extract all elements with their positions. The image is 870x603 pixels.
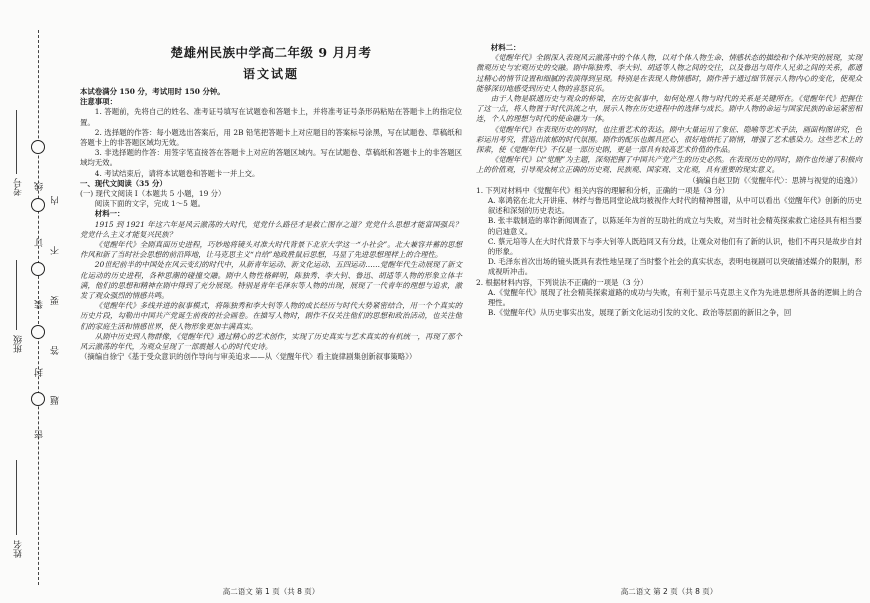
- material-1-heading: 材料一：: [94, 209, 125, 219]
- xingming-field[interactable]: [16, 460, 17, 535]
- reading-instruction: 阅读下面的文字，完成 1～5 题。: [94, 199, 205, 209]
- binding-hole-4: [31, 325, 45, 339]
- xingming-label: 姓名: [14, 540, 24, 558]
- question-2: 2. 根据材料内容，下列说法不正确的一项是（3 分）: [476, 277, 648, 287]
- material-1-para-3: 20世纪前半的中国处在风云变幻的时代中，从新青年运动、新文化运动、五四运动……觉醒年代生动展现了新文化运动的历史进程，各种思潮的碰撞交融。剧中人物性格鲜明，陈独秀、李大钊、鲁迅、胡适等人物的形象立体丰满，他们的思想和精神在剧中得到了充分展现。特别是青年毛泽东等人物的出现，展现了一代青年的理想与追求，激发了观众强烈的情感共鸣。: [80, 260, 462, 301]
- material-1-para-1: 1915 到 1921 年这六年是风云激荡的大时代，觉党什么路径才是救亡图存之道？党党什么思想才能富国强兵？党党什么主义才能复兴民族？: [80, 219, 462, 239]
- notice-item-3: 3. 非选择题的作答：用签字笔直接答在答题卡上对应的答题区域内。写在试题卷、草稿纸和答题卡上的非答题区域均无效。: [80, 148, 462, 168]
- banji-field[interactable]: [16, 260, 17, 330]
- section-heading: 一、现代文阅读（35 分）: [80, 178, 167, 188]
- material-2-heading: 材料二：: [490, 43, 521, 52]
- seal-char-mi: 密: [35, 430, 45, 439]
- question-1-option-d[interactable]: D. 毛泽东首次出场的镜头既具有表性地呈现了当时整个社会的真实状态，表明电视剧可以突破描述媒介的限制，形成视听冲击。: [487, 257, 862, 277]
- seal-char-yao: 要: [51, 296, 61, 305]
- page-1-footer: 高二语文 第 1 页（共 8 页）: [222, 587, 320, 596]
- page-2-footer: 高二语文 第 2 页（共 8 页）: [620, 587, 718, 596]
- exam-info: 本试卷满分 150 分，考试用时 150 分钟。: [80, 87, 225, 96]
- question-1: 1. 下列对材料中《觉醒年代》相关内容的理解和分析，正确的一项是（3 分）: [476, 185, 729, 195]
- kaohao-label: 考号: [14, 178, 24, 196]
- seal-char-zhuang: 装: [35, 300, 45, 309]
- material-2-para-4: 《觉醒年代》以“觉醒”为主题，深刻把握了中国共产党产生的历史必然。在表现历史的同时，剧作也传递了积极向上的价值观，引导观众树立正确的历史观、民族观、国家观、文化观，具有重要的现实意义。: [476, 155, 862, 175]
- notice-heading: 注意事项：: [80, 97, 117, 107]
- seal-char-nei: 内: [51, 196, 61, 205]
- question-2-option-a[interactable]: A.《觉醒年代》展现了社会精英探索道路的成功与失败，有利于显示马克思主义作为先进思想所具备的逻辑上的合理性。: [487, 287, 862, 308]
- binding-strip: [0, 0, 62, 603]
- exam-subtitle: 语文试题: [242, 67, 299, 81]
- notice-item-1: 1. 答题前，先将自己的姓名、准考证号填写在试题卷和答题卡上，并将准考证号条形码粘贴在答题卡上的指定位置。: [80, 107, 462, 127]
- material-2-para-1: 《觉醒年代》全剧深入表现风云激荡中的个体人物，以对个体人物生命、情感状态的描绘和个体冲突的展现，实现微观历史与宏观历史的交融。剧中陈独秀、李大钊、胡适等人物之间的交往，以及鲁迅与周作人兄弟之间的关系，都通过精心的情节设置和细腻的表演得到呈现。特别是在表现人物情感时，剧作善于通过细节展示人物内心的变化，使观众能够深切地感受到历史人物的喜怒哀乐。: [476, 53, 862, 93]
- notice-item-4: 4. 考试结束后，请将本试题卷和答题卡一并上交。: [94, 168, 260, 178]
- material-1-para-2: 《觉醒年代》全剧真面历史进程，巧妙地将镜头对准大时代背景下北京大学这一“小社会”。北大兼容并蓄的思想作风和新了当时社会思想的前沿阵地，让马克思主义“自给”地政胜鼠后思想，马显了先进思想理样上的合理性。: [80, 240, 462, 260]
- kaohao-field[interactable]: [16, 110, 17, 174]
- notice-item-2: 2. 选择题的作答：每小题选出答案后，用 2B 铅笔把答题卡上对应题目的答案标号涂黑，写在试题卷、草稿纸和答题卡上的非答题区域均无效。: [80, 127, 462, 148]
- seal-char-bu: 不: [51, 246, 61, 255]
- page-1-column: [80, 0, 462, 603]
- binding-hole-1: [31, 140, 45, 154]
- seal-char-feng: 封: [35, 368, 45, 377]
- banji-label: 班级: [14, 335, 24, 353]
- seal-char-ti: 题: [51, 396, 61, 405]
- page-2-column: [476, 0, 862, 603]
- question-1-option-b[interactable]: B. 张丰载制造的辜诈新闻调查了，以陈延年为首的互助社的成立与失败，对当时社会精英探索救亡途径具有相当要的启迪意义。: [487, 216, 862, 236]
- binding-hole-5: [31, 392, 45, 406]
- question-2-option-b[interactable]: B.《觉醒年代》从历史事实出发，展现了新文化运动引发的文化、政治等层面的新旧之争，回: [487, 308, 792, 318]
- seal-char-ding: 订: [35, 238, 45, 247]
- material-1-source: （摘编自徐宁《基于受众意识的创作导向与审美追求——从〈觉醒年代〉看主旋律剧集创新叙事策略》）: [80, 352, 417, 362]
- question-1-option-a[interactable]: A. 辜鸿铭在北大开讲座、林纾与鲁迅同堂论战均被视作大时代的精神图谱，从中可以看出《觉醒年代》创新的历史叙述和深刻的历史表达。: [487, 196, 862, 216]
- material-2-para-2: 由于人物是联通历史与观众的桥梁，在历史叙事中，如何处理人物与时代的关系是关键所在。《觉醒年代》把握住了这一点，将人物置于时代洪流之中，展示人物在历史进程中的选择与成长。剧中人物的命运与国家民族的命运紧密相连，个人的理想与时代的使命融为一体。: [476, 94, 862, 124]
- material-2-para-3: 《觉醒年代》在表现历史的同时，也注重艺术的表达。剧中大量运用了象征、隐喻等艺术手法，画面构图讲究，色彩运用考究，营造出浓郁的时代氛围。剧作的配乐也颇具匠心，很好地烘托了剧情，增强了艺术感染力。这些艺术上的探索，使《觉醒年代》不仅是一部历史剧，更是一部具有较高艺术价值的作品。: [476, 124, 862, 155]
- material-1-para-4: 《觉醒年代》多线并进的叙事模式，将陈独秀和李大钊等人物的成长经历与时代大势紧密结合，用一个个真实的历史片段，勾勒出中国共产党诞生前夜的社会画卷。在描写人物时，剧作不仅关注他们的思想和政治活动，也关注他们的家庭生活和情感世界，使人物形象更加丰满真实。: [80, 301, 462, 331]
- subsection-heading: (一) 现代文阅读 I（本题共 5 小题，19 分）: [80, 189, 226, 199]
- binding-hole-2: [31, 198, 45, 212]
- seal-char-da: 答: [51, 346, 61, 355]
- question-1-option-c[interactable]: C. 蔡元培等人在大时代背景下与李大钊等人既趋同又有分歧，让观众对他们有了新的认识，他们不再只是故步自封的形象。: [487, 236, 862, 257]
- exam-title: 楚雄州民族中学高二年级 9 月月考: [170, 45, 372, 60]
- material-2-source: （摘编自赵卫防《〈觉醒年代〉：思辨与视觉的追逸》）: [688, 175, 862, 185]
- seal-char-xian: 线: [35, 182, 45, 191]
- material-1-para-5: 从剧中历史到人物群像，《觉醒年代》通过精心的艺术创作，实现了历史真实与艺术真实的有机统一，再现了那个风云激荡的年代，为观众呈现了一部震撼人心的时代史诗。: [80, 331, 462, 352]
- binding-hole-3: [31, 262, 45, 276]
